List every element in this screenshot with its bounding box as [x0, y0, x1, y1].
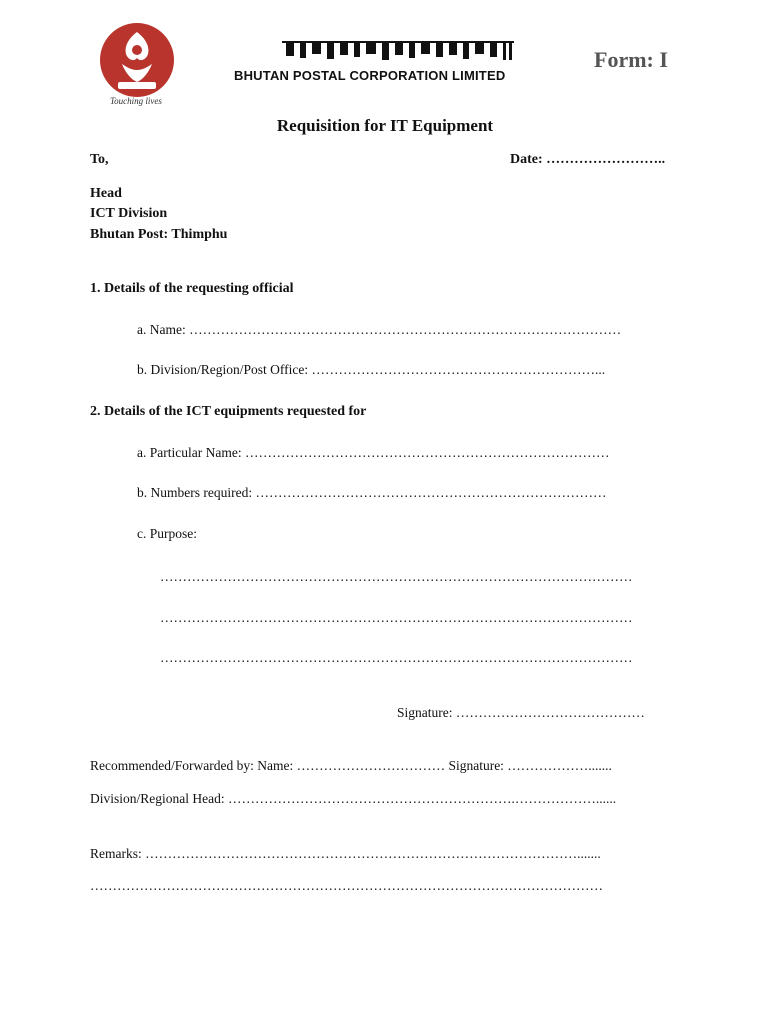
- division-head-field[interactable]: Division/Regional Head: ……………………………………………………….………………......: [90, 791, 617, 806]
- dzongkha-org-name: [282, 36, 514, 62]
- address-line: ICT Division: [90, 206, 168, 221]
- numbers-required-field[interactable]: b. Numbers required: ……………………………………………………………………: [137, 485, 607, 500]
- date-field[interactable]: Date: ……………………..: [510, 152, 666, 167]
- address-line: Bhutan Post: Thimphu: [90, 227, 228, 242]
- purpose-line[interactable]: ……………………………………………………………………………………………: [160, 610, 633, 625]
- purpose-line[interactable]: ……………………………………………………………………………………………: [160, 650, 633, 665]
- recommended-by-field[interactable]: Recommended/Forwarded by: Name: …………………………… Signature: ……………….......: [90, 758, 612, 773]
- section2-heading: 2. Details of the ICT equipments requested for: [90, 404, 367, 419]
- to-label: To,: [90, 152, 109, 167]
- particular-name-field[interactable]: a. Particular Name: ………………………………………………………………………: [137, 445, 610, 460]
- signature-field[interactable]: Signature: ……………………………………: [397, 705, 645, 720]
- remarks-line[interactable]: ……………………………………………………………………………………………………: [90, 878, 603, 893]
- org-name: BHUTAN POSTAL CORPORATION LIMITED: [234, 68, 506, 83]
- remarks-field[interactable]: Remarks: …………………………………………………………………………………….......: [90, 846, 601, 861]
- address-line: Head: [90, 186, 122, 201]
- name-field[interactable]: a. Name: ……………………………………………………………………………………: [137, 322, 622, 337]
- purpose-line[interactable]: ……………………………………………………………………………………………: [160, 569, 633, 584]
- form-title: Requisition for IT Equipment: [276, 116, 494, 135]
- section1-heading: 1. Details of the requesting official: [90, 281, 294, 296]
- logo-motto: Touching lives: [110, 96, 162, 106]
- division-field[interactable]: b. Division/Region/Post Office: ………………………………………………………...: [137, 362, 606, 377]
- purpose-label: c. Purpose:: [137, 526, 197, 541]
- form-number: Form: I: [594, 47, 668, 72]
